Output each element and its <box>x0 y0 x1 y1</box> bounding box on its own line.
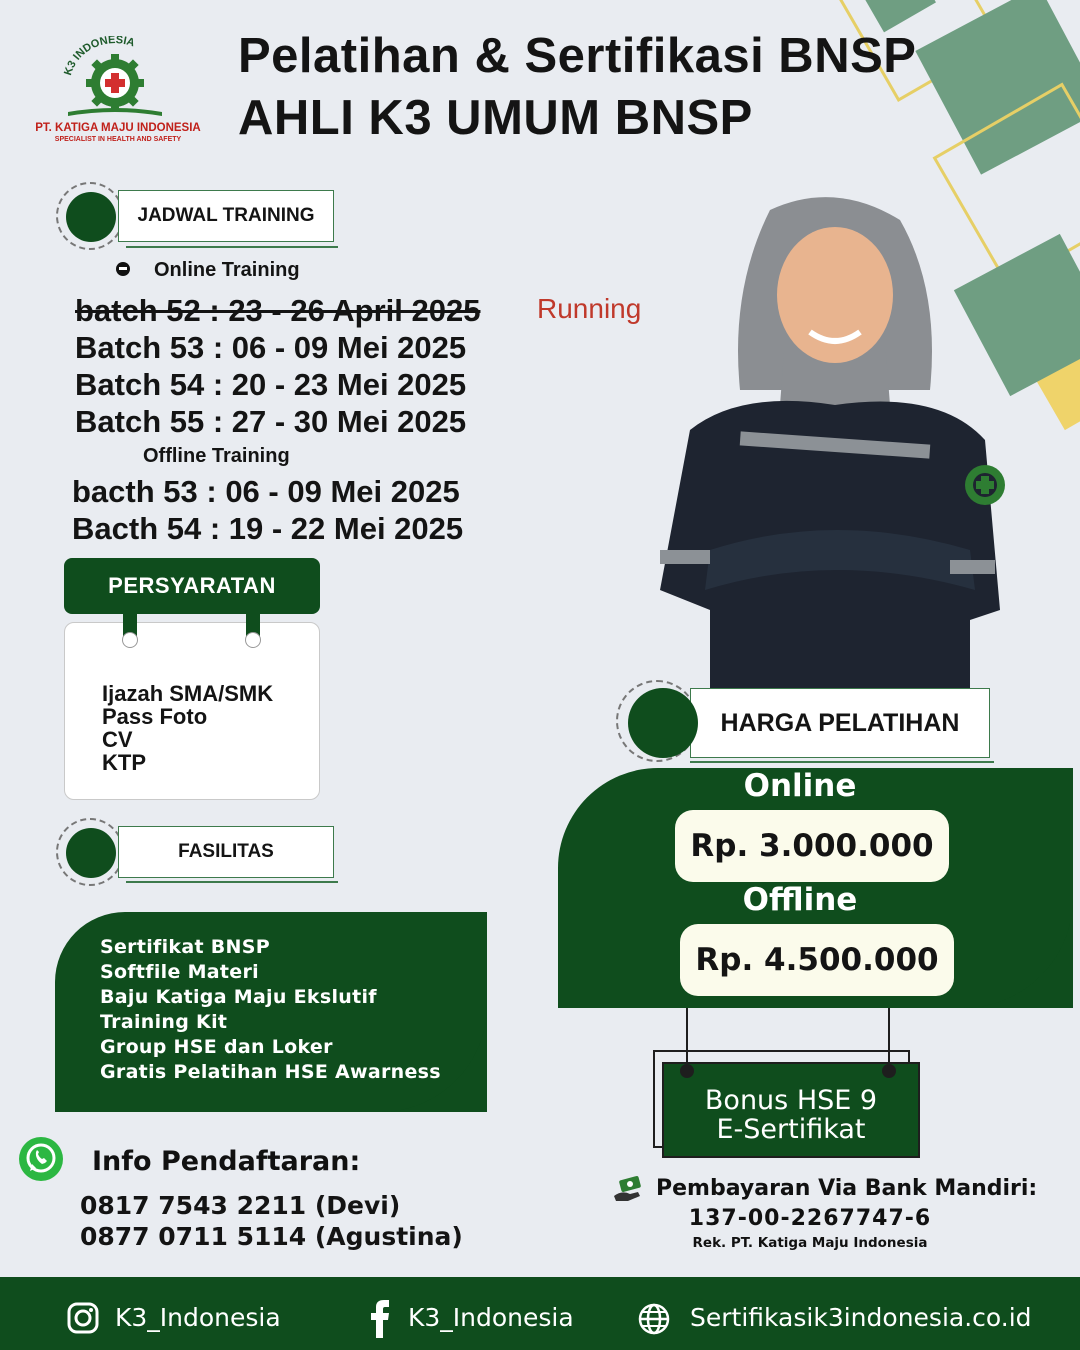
price-offline-amount: Rp. 4.500.000 <box>695 942 939 978</box>
facilities-section-tag <box>118 826 334 878</box>
price-section-tag <box>690 688 990 758</box>
price-online-label: Online <box>743 768 857 804</box>
logo-ring-text: K3 INDONESIA <box>62 36 137 77</box>
tag-underline <box>126 246 338 248</box>
facebook-icon[interactable] <box>368 1298 392 1338</box>
schedule-online-item: Batch 54 : 20 - 23 Mei 2025 <box>75 367 467 402</box>
facility-item: Gratis Pelatihan HSE Awarness <box>100 1061 441 1083</box>
schedule-online-item: Batch 55 : 27 - 30 Mei 2025 <box>75 404 467 439</box>
contact-title: Info Pendaftaran: <box>92 1146 361 1177</box>
requirement-item: Pass Foto <box>102 704 208 729</box>
schedule-offline-item: Bacth 54 : 19 - 22 Mei 2025 <box>72 511 464 546</box>
price-offline-value <box>680 924 954 996</box>
tag-circle-decoration <box>628 688 698 758</box>
bonus-line1: Bonus HSE 9 <box>704 1085 878 1116</box>
whatsapp-icon[interactable] <box>19 1137 63 1181</box>
schedule-offline-item: bacth 53 : 06 - 09 Mei 2025 <box>72 474 460 509</box>
requirement-item: Ijazah SMA/SMK <box>102 681 274 706</box>
card-hole <box>245 632 261 648</box>
requirement-item: KTP <box>102 750 146 775</box>
logo-tagline: SPECIALIST IN HEALTH AND SAFETY <box>54 136 182 143</box>
schedule-online-item: batch 52 : 23 - 26 April 2025 <box>75 293 481 328</box>
requirements-header <box>64 558 320 614</box>
requirements-title: PERSYARATAN <box>108 573 276 598</box>
schedule-online-item: Batch 53 : 06 - 09 Mei 2025 <box>75 330 467 365</box>
facility-item: Training Kit <box>100 1011 228 1033</box>
facility-item: Sertifikat BNSP <box>100 936 270 958</box>
instagram-icon[interactable] <box>67 1302 99 1334</box>
globe-icon[interactable] <box>637 1302 671 1336</box>
page-subtitle: AHLI K3 UMUM BNSP <box>238 91 753 145</box>
bonus-line2: E-Sertifikat <box>716 1114 866 1145</box>
footer-facebook[interactable]: K3_Indonesia <box>408 1303 574 1332</box>
logo-company-name: PT. KATIGA MAJU INDONESIA <box>35 122 201 134</box>
bullet-icon <box>116 262 130 276</box>
tag-circle-decoration <box>66 828 116 878</box>
footer-website[interactable]: Sertifikasik3indonesia.co.id <box>690 1303 1032 1332</box>
payment-account-holder: Rek. PT. Katiga Maju Indonesia <box>692 1235 928 1251</box>
bonus-sign <box>662 1062 920 1158</box>
card-hole <box>122 632 138 648</box>
footer-instagram[interactable]: K3_Indonesia <box>115 1303 281 1332</box>
tag-underline <box>690 761 994 763</box>
facility-item: Group HSE dan Loker <box>100 1036 333 1058</box>
requirement-item: CV <box>102 727 133 752</box>
facility-item: Softfile Materi <box>100 961 259 983</box>
price-online-value <box>675 810 949 882</box>
schedule-tag-label: JADWAL TRAINING <box>137 205 315 226</box>
sign-pin <box>680 1064 694 1078</box>
offline-training-label: Offline Training <box>143 445 290 467</box>
tag-underline <box>126 881 338 883</box>
tag-circle-decoration <box>66 192 116 242</box>
running-status: Running <box>537 293 642 324</box>
schedule-section-tag <box>118 190 334 242</box>
payment-account-number: 137-00-2267747-6 <box>688 1206 932 1231</box>
gear-cross-icon <box>86 54 144 112</box>
trainer-photo <box>650 190 1020 690</box>
price-tag-label: HARGA PELATIHAN <box>720 708 960 737</box>
price-online-amount: Rp. 3.000.000 <box>690 828 934 864</box>
contact-phone[interactable]: 0877 0711 5114 (Agustina) <box>80 1222 463 1251</box>
online-training-label: Online Training <box>154 259 300 281</box>
contact-phone[interactable]: 0817 7543 2211 (Devi) <box>80 1191 401 1220</box>
price-offline-label: Offline <box>742 882 858 918</box>
facilities-tag-label: FASILITAS <box>178 841 274 862</box>
sign-pin <box>882 1064 896 1078</box>
page-title: Pelatihan & Sertifikasi BNSP <box>238 29 917 83</box>
facility-item: Baju Katiga Maju Ekslutif <box>100 986 377 1008</box>
money-transfer-icon <box>612 1174 644 1204</box>
payment-title: Pembayaran Via Bank Mandiri: <box>656 1176 1038 1201</box>
